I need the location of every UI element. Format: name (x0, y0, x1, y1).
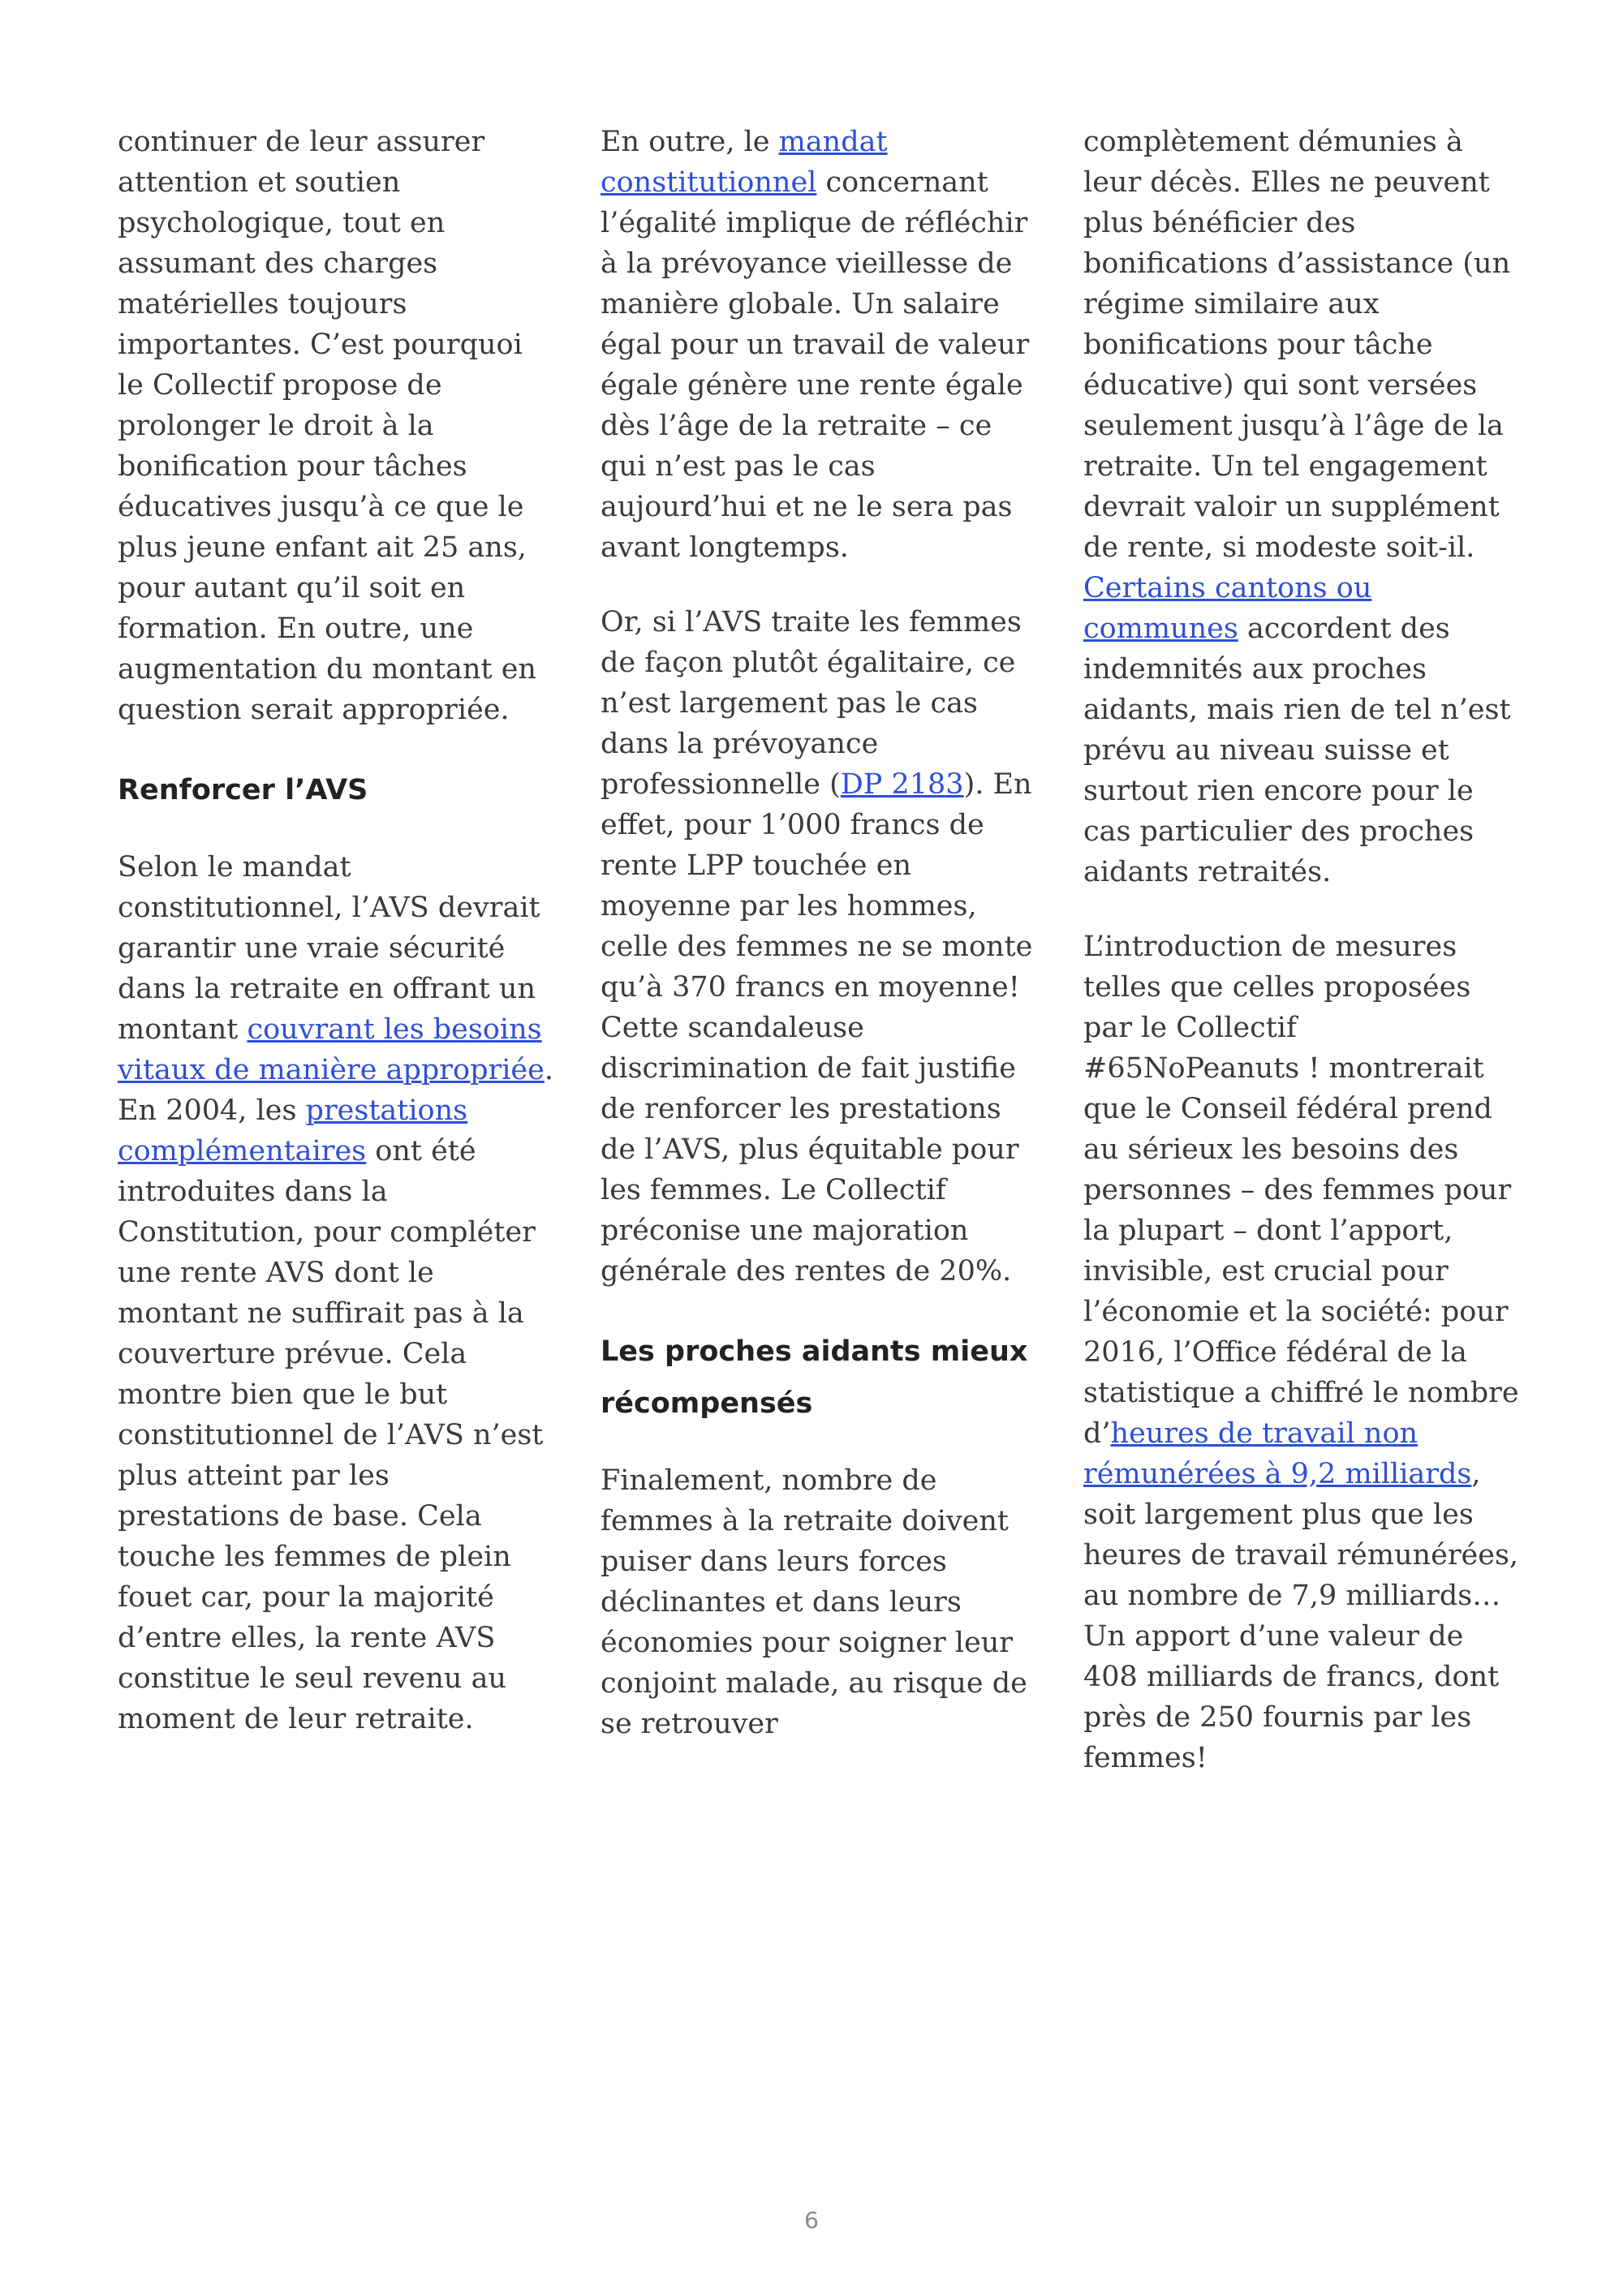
text-run: accordent des indemnités aux proches aidants, mais rien de tel n’est prévu au niveau suisse et surtout rien encore pour le cas particulier des proches aidants retraités. (1083, 613, 1511, 888)
paragraph-bonification: continuer de leur assurer attention et soutien psychologique, tout en assumant des charges matérielles toujours importantes. C’est pourquoi le Collectif propose de prolonger le droit à la bonification pour tâches éducatives jusqu’à ce que le plus jeune enfant ait 25 ans, pour autant qu’il soit en formation. En outre, une augmentation du montant en question serait appropriée. (118, 126, 536, 726)
text-columns (118, 122, 1522, 1812)
link-dp-2183[interactable]: DP 2183 (840, 768, 964, 801)
link-cantons-communes[interactable]: Certains cantons ou communes (1083, 572, 1372, 645)
section-heading-renforcer-avs: Renforcer l’AVS (118, 774, 368, 806)
text-run: . En 2004, les (118, 1054, 553, 1127)
link-prestations-complementaires[interactable]: prestations complémentaires (118, 1094, 468, 1167)
paragraph-prevoyance-professionnelle (601, 602, 1039, 1292)
column-1 (118, 122, 556, 1812)
text-run: concernant l’égalité implique de réfléchir à la prévoyance vieillesse de manière globale. Un salaire égal pour un travail de valeur égale génère une rente égale dès l’âge de la retraite – ce qui n’est pas le cas aujourd’hui et ne le sera pas avant longtemps. (601, 166, 1030, 564)
paragraph-mesures-collectif (1083, 927, 1522, 1778)
text-run: ). En effet, pour 1’000 francs de rente LPP touchée en moyenne par les hommes, celle des femmes ne se monte qu’à 370 francs en moyenne! Cette scandaleuse discrimination de fait justifie de renforcer les prestations de l’AVS, plus équitable pour les femmes. Le Collectif préconise une majoration générale des rentes de 20%. (601, 768, 1033, 1288)
paragraph-demunies (1083, 122, 1522, 892)
page-number: 6 (804, 2207, 819, 2234)
text-run: , soit largement plus que les heures de travail rémunérées, au nombre de 7,9 milliards… Un apport d’une valeur de 408 milliards de francs, dont près de 250 fournis par les femmes! (1083, 1458, 1519, 1774)
paragraph-egalite (601, 122, 1039, 568)
text-run: ont été introduites dans la Constitution, pour compléter une rente AVS dont le montant ne suffirait pas à la couverture prévue. Cela montre bien que le but constitutionnel de l’AVS n’est plus atteint par les prestations de base. Cela touche les femmes de plein fouet car, pour la majorité d’entre elles, la rente AVS constitue le seul revenu au moment de leur retraite. (118, 1135, 544, 1735)
link-besoins-vitaux[interactable]: couvrant les besoins vitaux de manière appropriée (118, 1013, 545, 1086)
text-run: Selon le mandat constitutionnel, l’AVS devrait garantir une vraie sécurité dans la retraite en offrant un montant (118, 851, 540, 1046)
text-run: En outre, le (601, 126, 779, 158)
paragraph-mandat-avs (118, 847, 556, 1739)
text-run: complètement démunies à leur décès. Elles ne peuvent plus bénéficier des bonifications d’assistance (un régime similaire aux bonifications pour tâche éducative) qui sont versées seulement jusqu’à l’âge de la retraite. Un tel engagement devrait valoir un supplément de rente, si modeste soit-il. (1083, 126, 1511, 564)
text-run: L’introduction de mesures telles que celles proposées par le Collectif #65NoPeanuts ! montrerait que le Conseil fédéral prend au sérieux les besoins des personnes – des femmes pour la plupart – dont l’apport, invisible, est crucial pour l’économie et la société: pour 2016, l’Office fédéral de la statistique a chiffré le nombre d’ (1083, 931, 1519, 1450)
text-run: Or, si l’AVS traite les femmes de façon plutôt égalitaire, ce n’est largement pas le cas dans la prévoyance professionnelle ( (601, 606, 1022, 801)
column-2 (601, 122, 1039, 1812)
link-mandat-constitutionnel[interactable]: mandat constitutionnel (601, 126, 888, 199)
paragraph-proches-aidants: Finalement, nombre de femmes à la retraite doivent puiser dans leurs forces déclinantes et dans leurs économies pour soigner leur conjoint malade, au risque de se retrouver (601, 1464, 1027, 1740)
column-3 (1083, 122, 1522, 1812)
section-heading-proches-aidants: Les proches aidants mieux récompensés (601, 1335, 1028, 1420)
link-heures-travail-non-remunerees[interactable]: heures de travail non rémunérées à 9,2 milliards (1083, 1417, 1472, 1490)
